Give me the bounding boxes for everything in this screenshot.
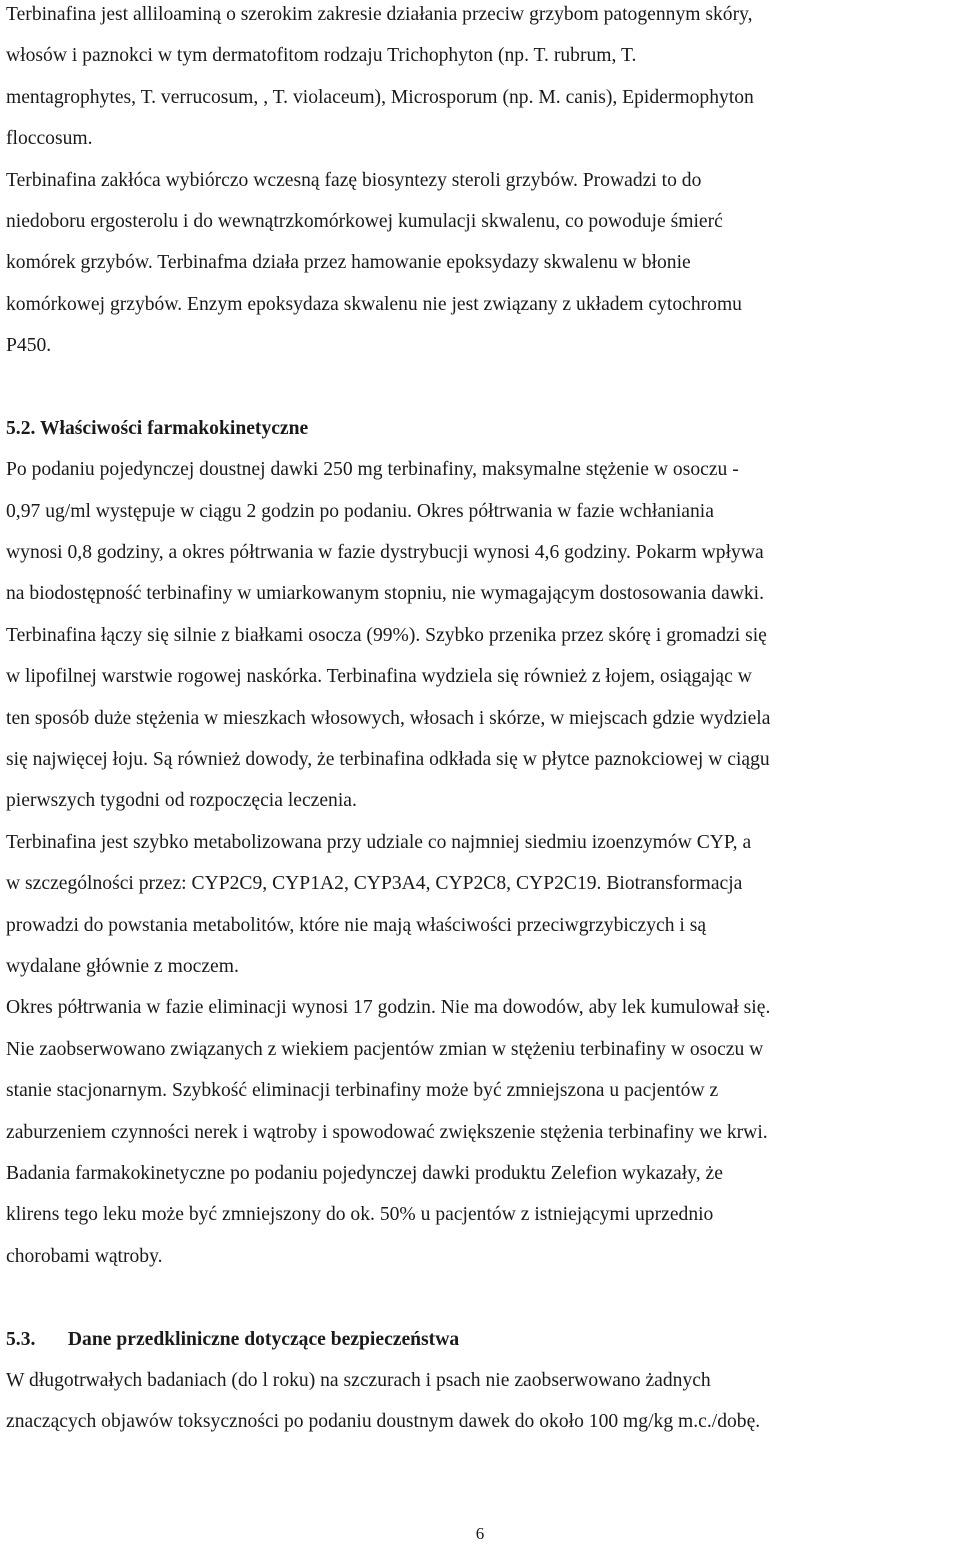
section-heading-5-2 [6,408,960,449]
text-line: na biodostępność terbinafiny w umiarkowanym stopniu, nie wymagającym dostosowania dawki. [6,583,765,605]
text-line: prowadzi do powstania metabolitów, które nie mają właściwości przeciwgrzybiczych i są [6,914,707,936]
section-heading-5-3 [6,1319,960,1360]
text-line: ten sposób duże stężenia w mieszkach włosowych, włosach i skórze, w miejscach gdzie wydziela [6,707,771,729]
text-line: stanie stacjonarnym. Szybkość eliminacji terbinafiny może być zmniejszona u pacjentów z [6,1080,719,1102]
text-line: floccosum. [6,128,93,150]
text-line: W długotrwałych badaniach (do l roku) na szczurach i psach nie zaobserwowano żadnych [6,1369,711,1391]
text-line: Terbinafina jest alliloaminą o szerokim zakresie działania przeciw grzybom patogennym skóry, [6,4,753,25]
text-line: znaczących objawów toksyczności po podaniu doustnym dawek do około 100 mg/kg m.c./dobę. [6,1411,761,1433]
text-line: Terbinafina zakłóca wybiórczo wczesną fazę biosyntezy steroli grzybów. Prowadzi to do [6,169,702,191]
text-line: Badania farmakokinetyczne po podaniu pojedynczej dawki produktu Zelefion wykazały, że [6,1162,723,1184]
text-line: Terbinafina jest szybko metabolizowana przy udziale co najmniej siedmiu izoenzymów CYP, a [6,831,752,853]
text-line: pierwszych tygodni od rozpoczęcia leczenia. [6,790,357,812]
page-number: 6 [475,1524,485,1543]
text-line: się najwięcej łoju. Są również dowody, że terbinafina odkłada się w płytce paznokciowej w ciągu [6,749,770,771]
text-line: niedoboru ergosterolu i do wewnątrzkomórkowej kumulacji skwalenu, co powoduje śmierć [6,210,723,232]
mechanism-paragraph [6,0,960,367]
text-line: Okres półtrwania w fazie eliminacji wynosi 17 godzin. Nie ma dowodów, aby lek kumulował się. [6,997,771,1019]
text-line: Po podaniu pojedynczej doustnej dawki 250 mg terbinafiny, maksymalne stężenie w osoczu - [6,459,739,481]
text-line: komórek grzybów. Terbinafma działa przez hamowanie epoksydazy skwalenu w błonie [6,252,691,274]
preclinical-paragraph [6,1360,960,1443]
text-line: komórkowej grzybów. Enzym epoksydaza skwalenu nie jest związany z układem cytochromu [6,293,742,315]
text-line: 0,97 ug/ml występuje w ciągu 2 godzin po podaniu. Okres półtrwania w fazie wchłaniania [6,500,714,522]
text-line: mentagrophytes, T. verrucosum, , T. violaceum), Microsporum (np. M. canis), Epidermophyton [6,86,754,108]
text-line: w szczególności przez: CYP2C9, CYP1A2, CYP3A4, CYP2C8, CYP2C19. Biotransformacja [6,873,743,895]
text-line: wydalane głównie z moczem. [6,955,239,977]
text-line: w lipofilnej warstwie rogowej naskórka. Terbinafina wydziela się również z łojem, osiągając w [6,666,752,688]
text-line: włosów i paznokci w tym dermatofitom rodzaju Trichophyton (np. T. rubrum, T. [6,45,637,67]
paragraph-gap [6,367,960,408]
document-body [6,0,960,1443]
text-line: klirens tego leku może być zmniejszony do ok. 50% u pacjentów z istniejącymi uprzednio [6,1204,714,1226]
text-line: chorobami wątroby. [6,1245,163,1267]
section-title: Dane przedkliniczne dotyczące bezpieczeństwa [67,1328,460,1350]
pharmacokinetics-paragraph [6,449,960,1277]
section-number: 5.2. [6,417,36,439]
text-line: P450. [6,335,52,357]
section-number: 5.3. [6,1328,36,1350]
paragraph-gap [6,1277,960,1318]
text-line: Terbinafina łączy się silnie z białkami osocza (99%). Szybko przenika przez skórę i gromadzi się [6,624,767,646]
text-line: Nie zaobserwowano związanych z wiekiem pacjentów zmian w stężeniu terbinafiny w osoczu w [6,1038,764,1060]
section-title: Właściwości farmakokinetyczne [39,417,309,439]
text-line: zaburzeniem czynności nerek i wątroby i spowodować zwiększenie stężenia terbinafiny we krwi. [6,1121,768,1143]
text-line: wynosi 0,8 godziny, a okres półtrwania w fazie dystrybucji wynosi 4,6 godziny. Pokarm wpływa [6,542,764,564]
